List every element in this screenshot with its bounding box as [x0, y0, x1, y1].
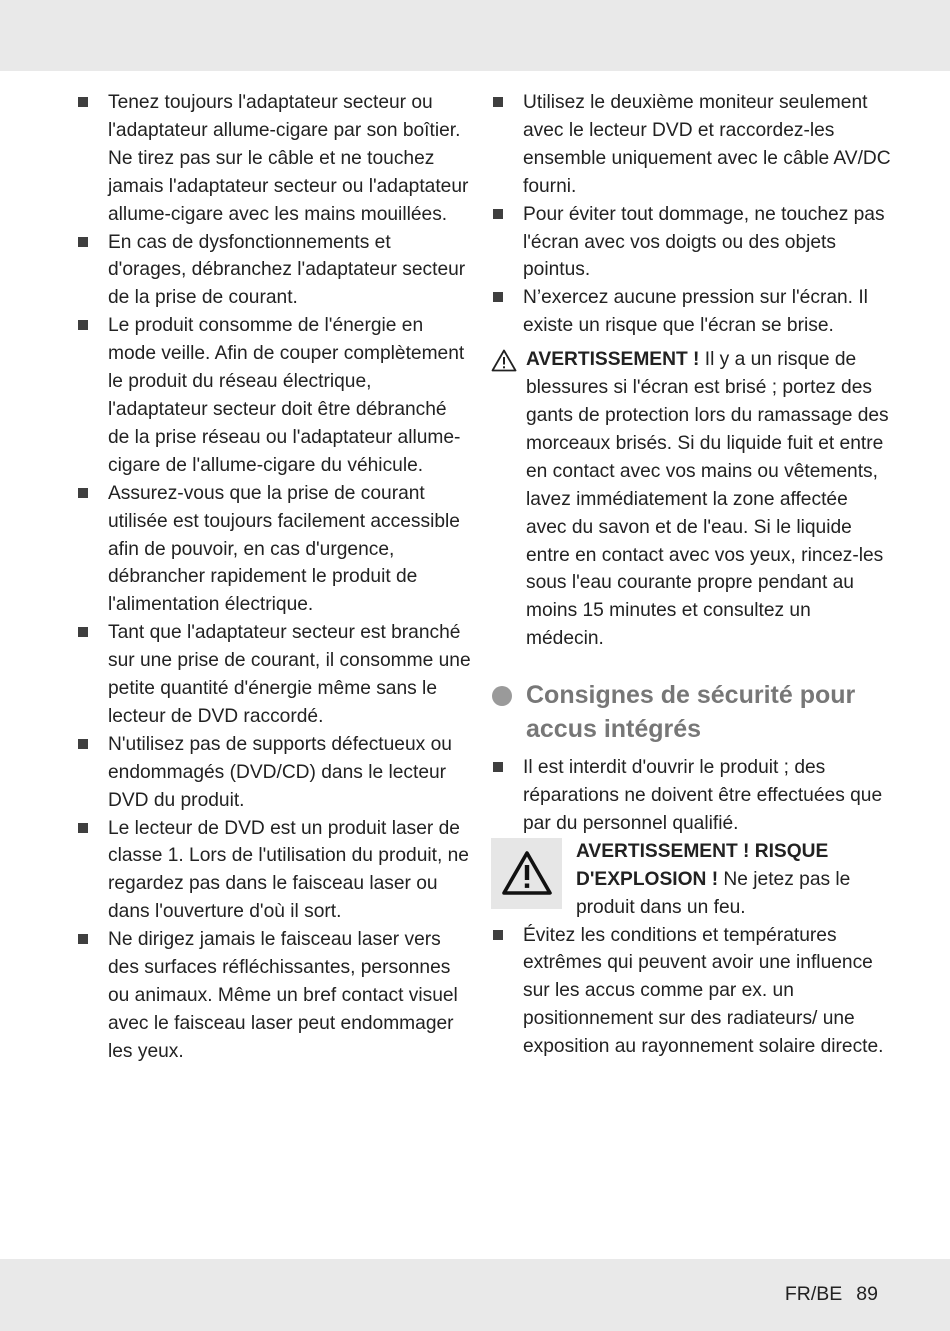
list-item: Assurez-vous que la prise de courant utilisée est toujours facilement accessible afin de pouvoir, en cas d'urgence, débrancher rapidement le produit de l'alimentation électrique.	[76, 480, 471, 620]
square-bullet-icon	[493, 292, 503, 302]
footer-language: FR/BE	[784, 1283, 843, 1305]
list-item: Ne dirigez jamais le faisceau laser vers des surfaces réfléchissantes, personnes ou animaux. Même un bref contact visuel avec le faisceau laser peut endommager les yeux.	[76, 926, 471, 1066]
warning-triangle-icon	[501, 850, 553, 896]
warning-triangle-icon	[491, 349, 517, 372]
square-bullet-icon	[78, 627, 88, 637]
right-column	[491, 89, 891, 1061]
square-bullet-icon	[493, 209, 503, 219]
warning-icon-box	[491, 838, 562, 909]
left-column	[76, 89, 471, 1066]
list-item: Tenez toujours l'adaptateur secteur ou l'adaptateur allume-cigare par son boîtier. Ne tirez pas sur le câble et ne touchez jamais l'adaptateur secteur ou l'adaptateur allume-cigare avec les mains mouillées.	[76, 89, 471, 229]
section-title: Consignes de sécurité pour accus intégrés	[526, 681, 856, 743]
square-bullet-icon	[493, 930, 503, 940]
square-bullet-icon	[78, 237, 88, 247]
list-item: Il est interdit d'ouvrir le produit ; des réparations ne doivent être effectuées que par du personnel qualifié.	[491, 754, 891, 838]
list-item: Le produit consomme de l'énergie en mode veille. Afin de couper complètement le produit du réseau électrique, l'adaptateur secteur doit être débranché de la prise réseau ou l'adaptateur allume-cigare de l'allume-cigare du véhicule.	[76, 312, 471, 479]
square-bullet-icon	[78, 320, 88, 330]
list-item: Utilisez le deuxième moniteur seulement avec le lecteur DVD et raccordez-les ensemble uniquement avec le câble AV/DC fourni.	[491, 89, 891, 201]
square-bullet-icon	[78, 488, 88, 498]
square-bullet-icon	[78, 97, 88, 107]
list-item: Évitez les conditions et températures extrêmes qui peuvent avoir une influence sur les accus comme par ex. un positionnement sur des radiateurs/ une exposition au rayonnement solaire directe.	[491, 922, 891, 1062]
warning-text: Il y a un risque de blessures si l'écran est brisé ; portez des gants de protection lors du ramassage des morceaux brisés. Si du liquide fuit et entre en contact avec vos mains ou vêtements, lavez immédiatement la zone affectée avec du savon et de l'eau. Si le liquide entre en contact avec vos yeux, rincez-les sous l'eau courante propre pendant au moins 15 minutes et consultez un médecin.	[526, 349, 889, 650]
header-band	[0, 0, 950, 71]
square-bullet-icon	[493, 97, 503, 107]
list-item: Pour éviter tout dommage, ne touchez pas l'écran avec vos doigts ou des objets pointus.	[491, 201, 891, 285]
square-bullet-icon	[78, 934, 88, 944]
list-item: Le lecteur de DVD est un produit laser de classe 1. Lors de l'utilisation du produit, ne regardez pas dans le faisceau laser ou dans l'ouverture d'où il sort.	[76, 815, 471, 927]
warning-text: Ne jetez pas le produit dans un feu.	[576, 868, 851, 918]
warning-explosion	[491, 838, 891, 922]
list-item: N'utilisez pas de supports défectueux ou endommagés (DVD/CD) dans le lecteur DVD du produit.	[76, 731, 471, 815]
list-item: En cas de dysfonctionnements et d'orages, débranchez l'adaptateur secteur de la prise de courant.	[76, 229, 471, 313]
warning-label: AVERTISSEMENT !	[526, 349, 700, 371]
square-bullet-icon	[493, 762, 503, 772]
section-dot-icon	[492, 686, 512, 706]
list-item: N’exercez aucune pression sur l'écran. Il existe un risque que l'écran se brise.	[491, 284, 891, 340]
warning-screen-break	[491, 346, 891, 653]
square-bullet-icon	[78, 739, 88, 749]
list-item: Tant que l'adaptateur secteur est branché sur une prise de courant, il consomme une petite quantité d'énergie même sans le lecteur de DVD raccordé.	[76, 619, 471, 731]
footer	[785, 1283, 878, 1306]
square-bullet-icon	[78, 823, 88, 833]
warning-label: AVERTISSEMENT ! RISQUE D'EXPLOSION !	[576, 840, 829, 890]
section-heading	[491, 679, 891, 746]
page-number: 89	[856, 1283, 878, 1305]
